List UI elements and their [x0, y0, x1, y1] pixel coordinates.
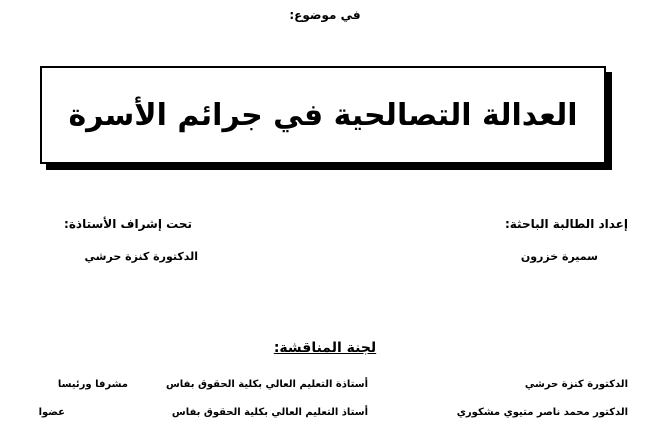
member-name: الدكتورة كنزة حرشي [524, 379, 628, 390]
student-name: سميرة خزرون [520, 250, 598, 263]
title-box [40, 66, 606, 164]
student-label: إعداد الطالبة الباحثة: [504, 217, 628, 231]
member-name: الدكتور محمد ناصر متيوي مشكوري [456, 407, 628, 418]
member-position: أستاذ التعليم العالي بكلية الحقوق بفاس [171, 407, 368, 418]
thesis-title: العدالة التصالحية في جرائم الأسرة [68, 97, 578, 133]
committee-heading: لجنة المناقشة: [273, 340, 377, 356]
supervisor-name: الدكتورة كنزة حرشي [84, 250, 198, 263]
supervisor-label: تحت إشراف الأستاذة: [64, 217, 192, 231]
member-role: عضوا [38, 407, 65, 418]
topic-label: في موضوع: [289, 8, 361, 22]
member-position: أستاذة التعليم العالي بكلية الحقوق بفاس [165, 379, 368, 390]
member-role: مشرفا ورئيسا [57, 379, 128, 390]
